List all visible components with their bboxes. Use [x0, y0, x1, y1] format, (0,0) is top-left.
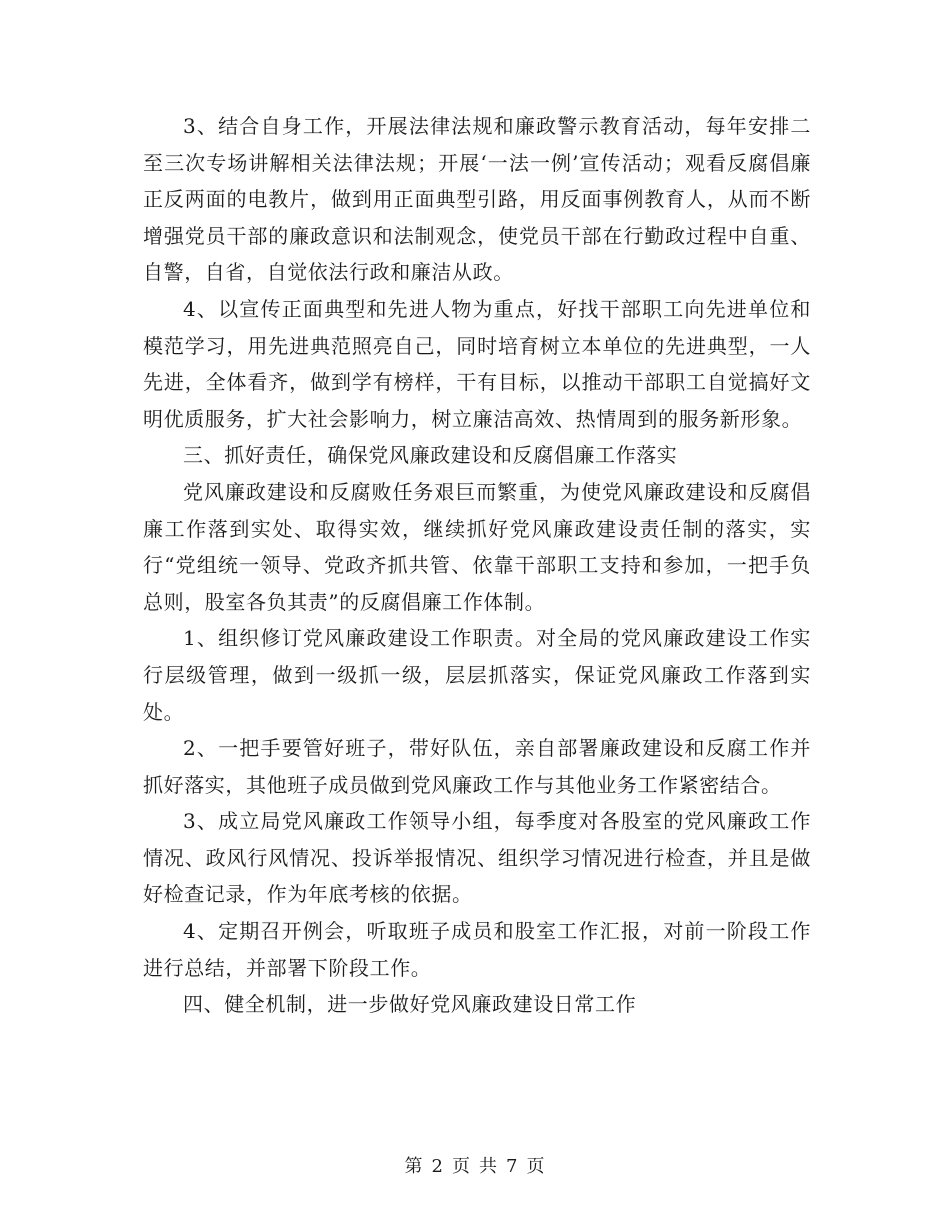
- footer-total-pages: 7: [506, 1156, 519, 1177]
- section-heading-3: 三、抓好责任，确保党风廉政建设和反腐倡廉工作落实: [183, 443, 678, 468]
- paragraph-duty-2: 2、一把手要管好班子，带好队伍，亲自部署廉政建设和反腐工作并抓好落实，其他班子成员做到党风廉政工作与其他业务工作紧密结合。: [143, 736, 811, 797]
- paragraph-duty-3: 3、成立局党风廉政工作领导小组，每季度对各股室的党风廉政工作情况、政风行风情况、投诉举报情况、组织学习情况进行检查，并且是做好检查记录，作为年底考核的依据。: [143, 809, 811, 907]
- paragraph-item-4: 4、以宣传正面典型和先进人物为重点，好找干部职工向先进单位和模范学习，用先进典范照亮自己，同时培育树立本单位的先进典型，一人先进，全体看齐，做到学有榜样，干有目标，以推动干部职工自觉搞好文明优质服务，扩大社会影响力，树立廉洁高效、热情周到的服务新形象。: [143, 296, 811, 431]
- document-body: [143, 108, 811, 1023]
- section-heading-4: 四、健全机制，进一步做好党风廉政建设日常工作: [183, 992, 637, 1017]
- footer-suffix: 页: [526, 1156, 546, 1177]
- paragraph-duty-4: 4、定期召开例会，听取班子成员和股室工作汇报，对前一阶段工作进行总结，并部署下阶段工作。: [143, 919, 811, 980]
- footer-total-word: 共: [479, 1156, 498, 1177]
- page-footer: [0, 1152, 950, 1178]
- footer-current-page: 2: [431, 1156, 444, 1177]
- section-intro-paragraph: 党风廉政建设和反腐败任务艰巨而繁重，为使党风廉政建设和反腐倡廉工作落到实处、取得实效，继续抓好党风廉政建设责任制的落实，实行“党组统一领导、党政齐抓共管、依靠干部职工支持和参加，一把手负总则，股室各负其责”的反腐倡廉工作体制。: [143, 479, 811, 614]
- paragraph-item-3: 3、结合自身工作，开展法律法规和廉政警示教育活动，每年安排二至三次专场讲解相关法律法规；开展‘一法一例’宣传活动；观看反腐倡廉正反两面的电教片，做到用正面典型引路，用反面事例教育人，从而不断增强党员干部的廉政意识和法制观念，使党员干部在行勤政过程中自重、自警，自省，自觉依法行政和廉洁从政。: [143, 114, 811, 285]
- paragraph-duty-1: 1、组织修订党风廉政建设工作职责。对全局的党风廉政建设工作实行层级管理，做到一级抓一级，层层抓落实，保证党风廉政工作落到实处。: [143, 626, 811, 724]
- footer-prefix: 第: [404, 1156, 424, 1177]
- footer-page-word: 页: [452, 1156, 471, 1177]
